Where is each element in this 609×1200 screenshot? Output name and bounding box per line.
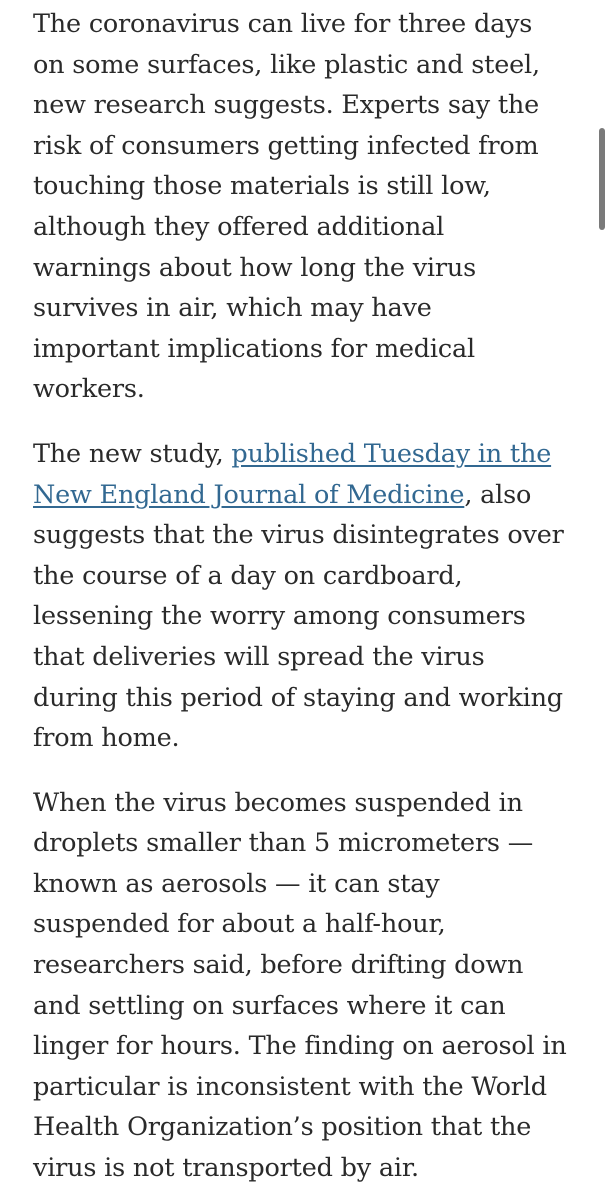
paragraph-line: Health Organization’s position that the	[33, 1112, 532, 1143]
paragraph-line: touching those materials is still low,	[33, 171, 491, 202]
nejm-study-link-part-1[interactable]: published Tuesday in the	[231, 438, 552, 469]
paragraph-line: droplets smaller than 5 micrometers —	[33, 828, 534, 859]
paragraph-line: although they offered additional	[33, 211, 445, 242]
paragraph-text: , also	[464, 479, 532, 510]
paragraph-line: during this period of staying and working	[33, 682, 563, 713]
paragraph-line: and settling on surfaces where it can	[33, 990, 506, 1021]
paragraph-line: that deliveries will spread the virus	[33, 641, 485, 672]
scrollbar-thumb[interactable]	[599, 128, 605, 230]
paragraph-line: workers.	[33, 374, 145, 405]
paragraph-line: suspended for about a half-hour,	[33, 909, 446, 940]
paragraph-line: linger for hours. The finding on aerosol in	[33, 1031, 567, 1062]
paragraph-line	[33, 475, 581, 516]
paragraph-1	[33, 4, 581, 410]
paragraph-text: The new study,	[33, 438, 232, 469]
paragraph-2	[33, 434, 581, 759]
paragraph-line: The coronavirus can live for three days	[33, 9, 533, 39]
paragraph-line: new research suggests. Experts say the	[33, 90, 539, 121]
paragraph-line: particular is inconsistent with the World	[33, 1071, 547, 1102]
paragraph-line: warnings about how long the virus	[33, 252, 476, 283]
paragraph-line: researchers said, before drifting down	[33, 950, 524, 981]
paragraph-line: lessening the worry among consumers	[33, 601, 526, 632]
article-body[interactable]	[33, 4, 581, 1189]
paragraph-line: the course of a day on cardboard,	[33, 560, 463, 591]
paragraph-line: survives in air, which may have	[33, 293, 432, 324]
nejm-study-link-part-2[interactable]: New England Journal of Medicine	[33, 479, 465, 510]
paragraph-line: important implications for medical	[33, 333, 475, 364]
paragraph-line: suggests that the virus disintegrates over	[33, 520, 564, 551]
paragraph-line: When the virus becomes suspended in	[33, 787, 523, 818]
paragraph-line	[33, 434, 581, 475]
paragraph-line: on some surfaces, like plastic and steel,	[33, 49, 540, 80]
paragraph-line: virus is not transported by air.	[33, 1153, 419, 1184]
paragraph-line: from home.	[33, 723, 180, 754]
paragraph-line: risk of consumers getting infected from	[33, 130, 539, 161]
paragraph-line: known as aerosols — it can stay	[33, 868, 440, 899]
paragraph-3	[33, 783, 581, 1189]
